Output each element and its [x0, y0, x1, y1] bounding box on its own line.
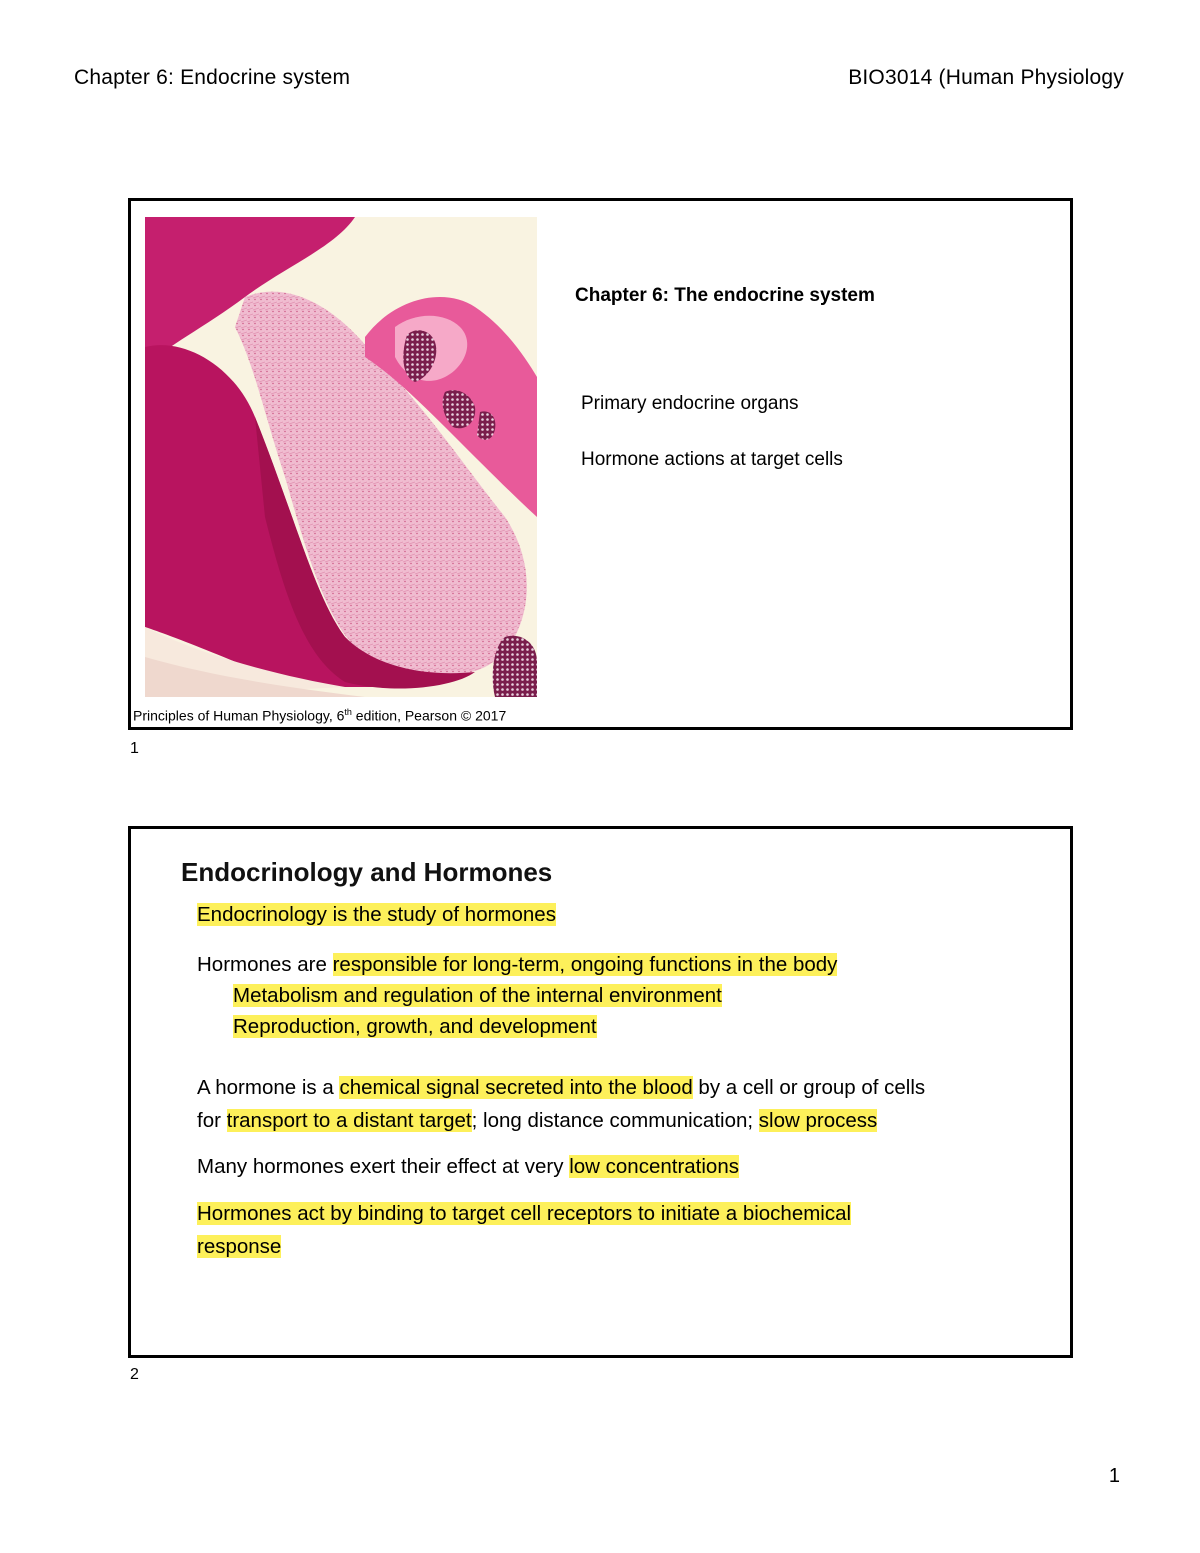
page-number: 1 [1108, 1465, 1120, 1487]
bullet-line: for transport to a distant target; long distance communication; slow process [197, 1109, 878, 1132]
sub-bullet-line: Reproduction, growth, and development [233, 1015, 597, 1038]
slide-2 [128, 826, 1073, 1358]
page-header-right: BIO3014 (Human Physiology [848, 66, 1124, 89]
sub-bullet-line: Metabolism and regulation of the internal environment [233, 984, 722, 1007]
bullet-line: Endocrinology is the study of hormones [197, 903, 556, 926]
image-credit: Principles of Human Physiology, 6th edition, Pearson © 2017 [133, 707, 507, 724]
bullet-line: Hormones act by binding to target cell receptors to initiate a biochemical [197, 1202, 852, 1225]
histology-micrograph [145, 217, 537, 697]
slide-1 [128, 198, 1073, 730]
slide-number: 2 [130, 1366, 139, 1383]
bullet-line: Many hormones exert their effect at very low concentrations [197, 1155, 739, 1178]
bullet-line: A hormone is a chemical signal secreted into the blood by a cell or group of cells [197, 1076, 926, 1099]
topic-item: Primary endocrine organs [581, 393, 799, 414]
slide-1-title: Chapter 6: The endocrine system [575, 285, 875, 306]
topic-item: Hormone actions at target cells [581, 449, 843, 470]
bullet-line: response [197, 1235, 282, 1258]
bullet-line: Hormones are responsible for long-term, ongoing functions in the body [197, 953, 838, 976]
page-header-left: Chapter 6: Endocrine system [74, 66, 351, 89]
slide-number: 1 [130, 740, 139, 757]
slide-2-heading: Endocrinology and Hormones [181, 857, 553, 887]
